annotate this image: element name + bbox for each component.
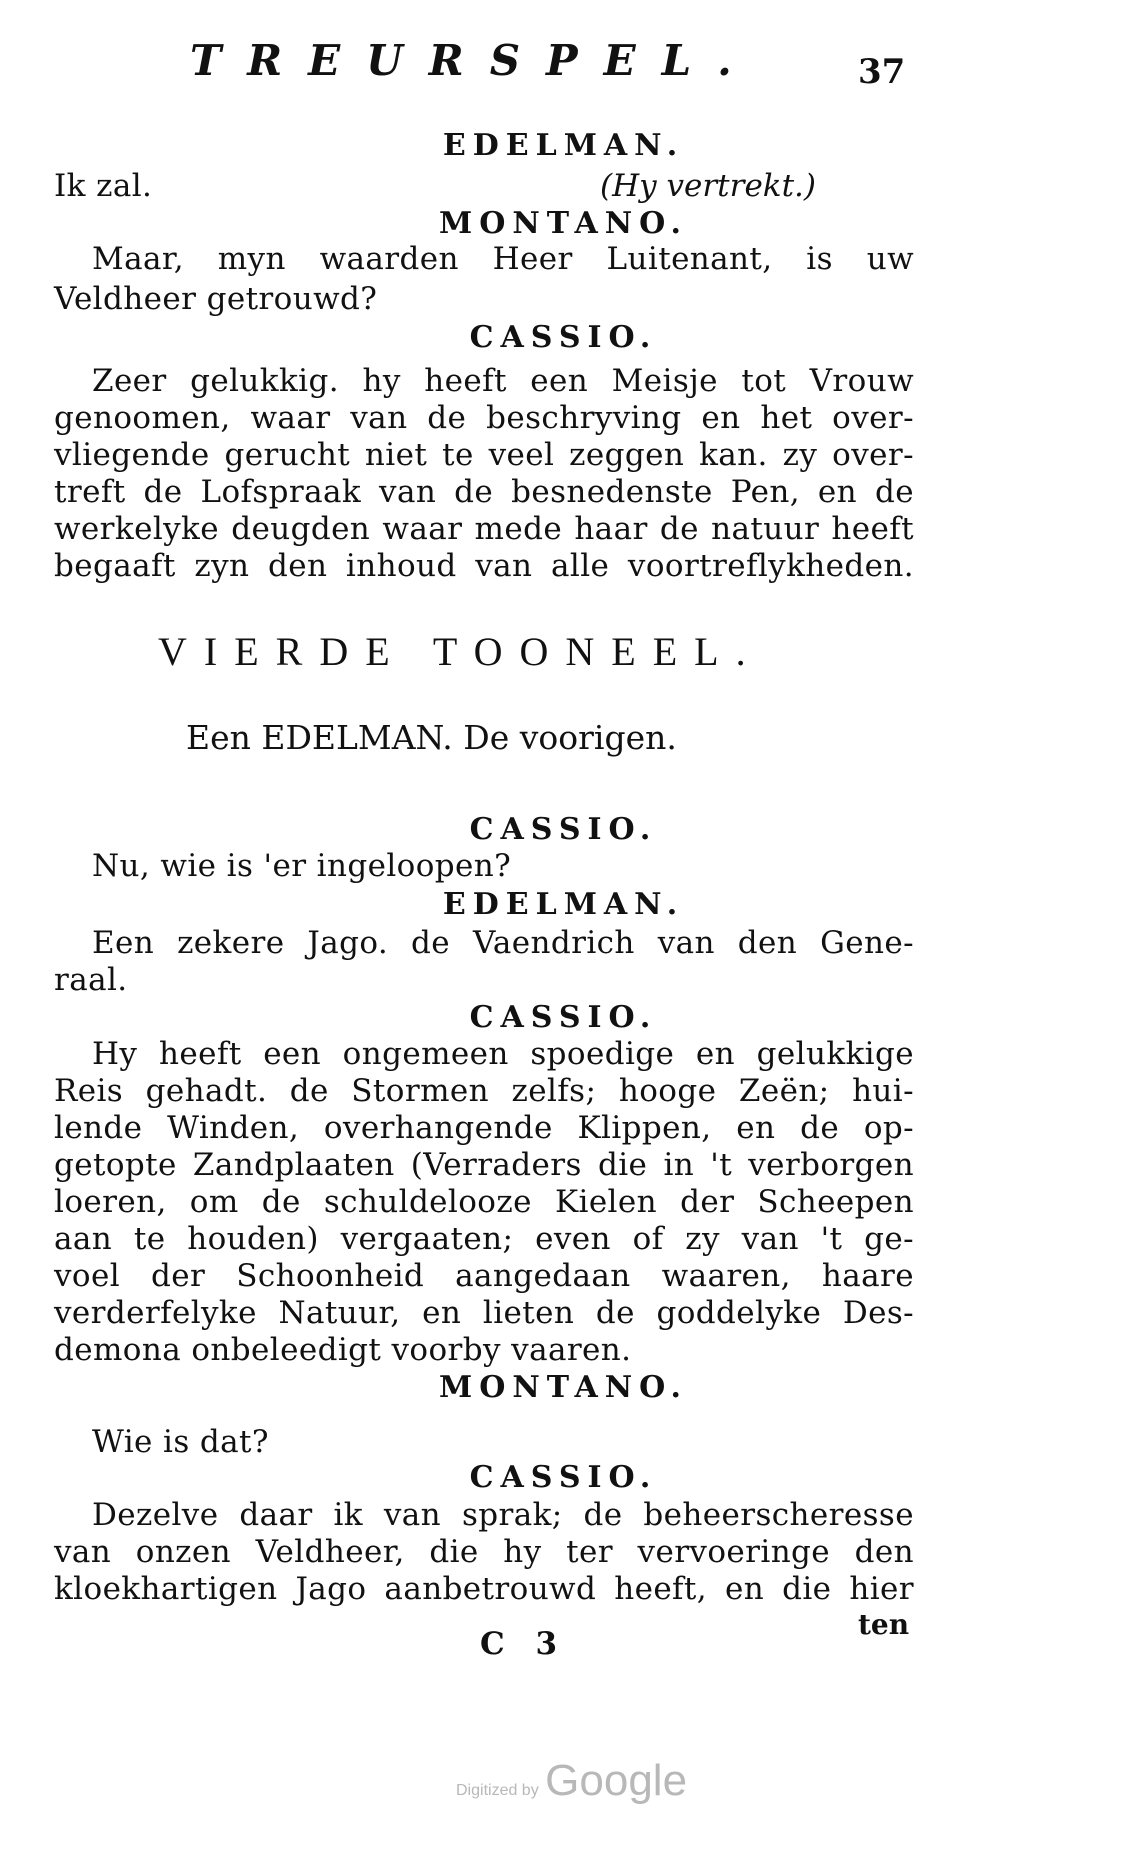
dialogue-line: van onzen Veldheer, die hy ter vervoeringe den bbox=[54, 1534, 914, 1570]
dialogue-line: Nu, wie is 'er ingeloopen? bbox=[92, 848, 512, 884]
speaker-edelman: EDELMAN. bbox=[442, 887, 685, 922]
speaker-cassio: CASSIO. bbox=[469, 1000, 658, 1035]
dialogue-line: Veldheer getrouwd? bbox=[54, 281, 378, 317]
dialogue-line: Hy heeft een ongemeen spoedige en gelukkige bbox=[92, 1036, 914, 1072]
signature-mark: C 3 bbox=[480, 1626, 568, 1662]
dialogue-line: getopte Zandplaaten (Verraders die in 't verborgen bbox=[54, 1147, 914, 1183]
speaker-edelman: EDELMAN. bbox=[442, 128, 685, 163]
digitized-by-watermark bbox=[456, 1756, 687, 1806]
dialogue-line: Dezelve daar ik van sprak; de beheerscheresse bbox=[92, 1497, 914, 1533]
speaker-montano: MONTANO. bbox=[439, 1370, 688, 1405]
scene-persons: Een EDELMAN. De voorigen. bbox=[186, 718, 677, 757]
speaker-cassio: CASSIO. bbox=[469, 1460, 658, 1495]
dialogue-line: loeren, om de schuldelooze Kielen der Scheepen bbox=[54, 1184, 914, 1220]
watermark-prefix: Digitized by bbox=[456, 1782, 539, 1799]
dialogue-line: begaaft zyn den inhoud van alle voortreflykheden. bbox=[54, 548, 914, 584]
dialogue-line: werkelyke deugden waar mede haar de natuur heeft bbox=[54, 511, 914, 547]
dialogue-line: genoomen, waar van de beschryving en het over- bbox=[54, 400, 914, 436]
scene-heading: VIERDE TOONEEL. bbox=[158, 629, 763, 674]
speaker-cassio: CASSIO. bbox=[469, 320, 658, 355]
watermark-brand: Google bbox=[545, 1756, 688, 1805]
dialogue-line: demona onbeleedigt voorby vaaren. bbox=[54, 1332, 632, 1368]
dialogue-line: raal. bbox=[54, 962, 128, 998]
running-title: TREURSPEL. bbox=[190, 36, 758, 85]
page-number: 37 bbox=[858, 52, 906, 92]
dialogue-line: Een zekere Jago. de Vaendrich van den Gene- bbox=[92, 925, 914, 961]
dialogue-line: verderfelyke Natuur, en lieten de goddelyke Des- bbox=[54, 1295, 914, 1331]
line-ik-zal: Ik zal. bbox=[54, 168, 153, 204]
dialogue-line: vliegende gerucht niet te veel zeggen kan. zy over- bbox=[54, 437, 914, 473]
dialogue-line: aan te houden) vergaaten; even of zy van 't ge- bbox=[54, 1221, 914, 1257]
speaker-montano: MONTANO. bbox=[439, 206, 688, 241]
dialogue-line: voel der Schoonheid aangedaan waaren, haare bbox=[54, 1258, 914, 1294]
catchword: ten bbox=[858, 1608, 910, 1641]
dialogue-line: Reis gehadt. de Stormen zelfs; hooge Zeën; hui- bbox=[54, 1073, 914, 1109]
dialogue-line: treft de Lofspraak van de besnedenste Pen, en de bbox=[54, 474, 914, 510]
dialogue-line: kloekhartigen Jago aanbetrouwd heeft, en die hier bbox=[54, 1571, 914, 1607]
dialogue-line: lende Winden, overhangende Klippen, en de op- bbox=[54, 1110, 914, 1146]
dialogue-line: Zeer gelukkig. hy heeft een Meisje tot Vrouw bbox=[92, 363, 914, 399]
stage-direction: (Hy vertrekt.) bbox=[600, 168, 816, 204]
dialogue-line: Wie is dat? bbox=[92, 1424, 269, 1460]
speaker-cassio: CASSIO. bbox=[469, 812, 658, 847]
dialogue-line: Maar, myn waarden Heer Luitenant, is uw bbox=[92, 241, 914, 277]
